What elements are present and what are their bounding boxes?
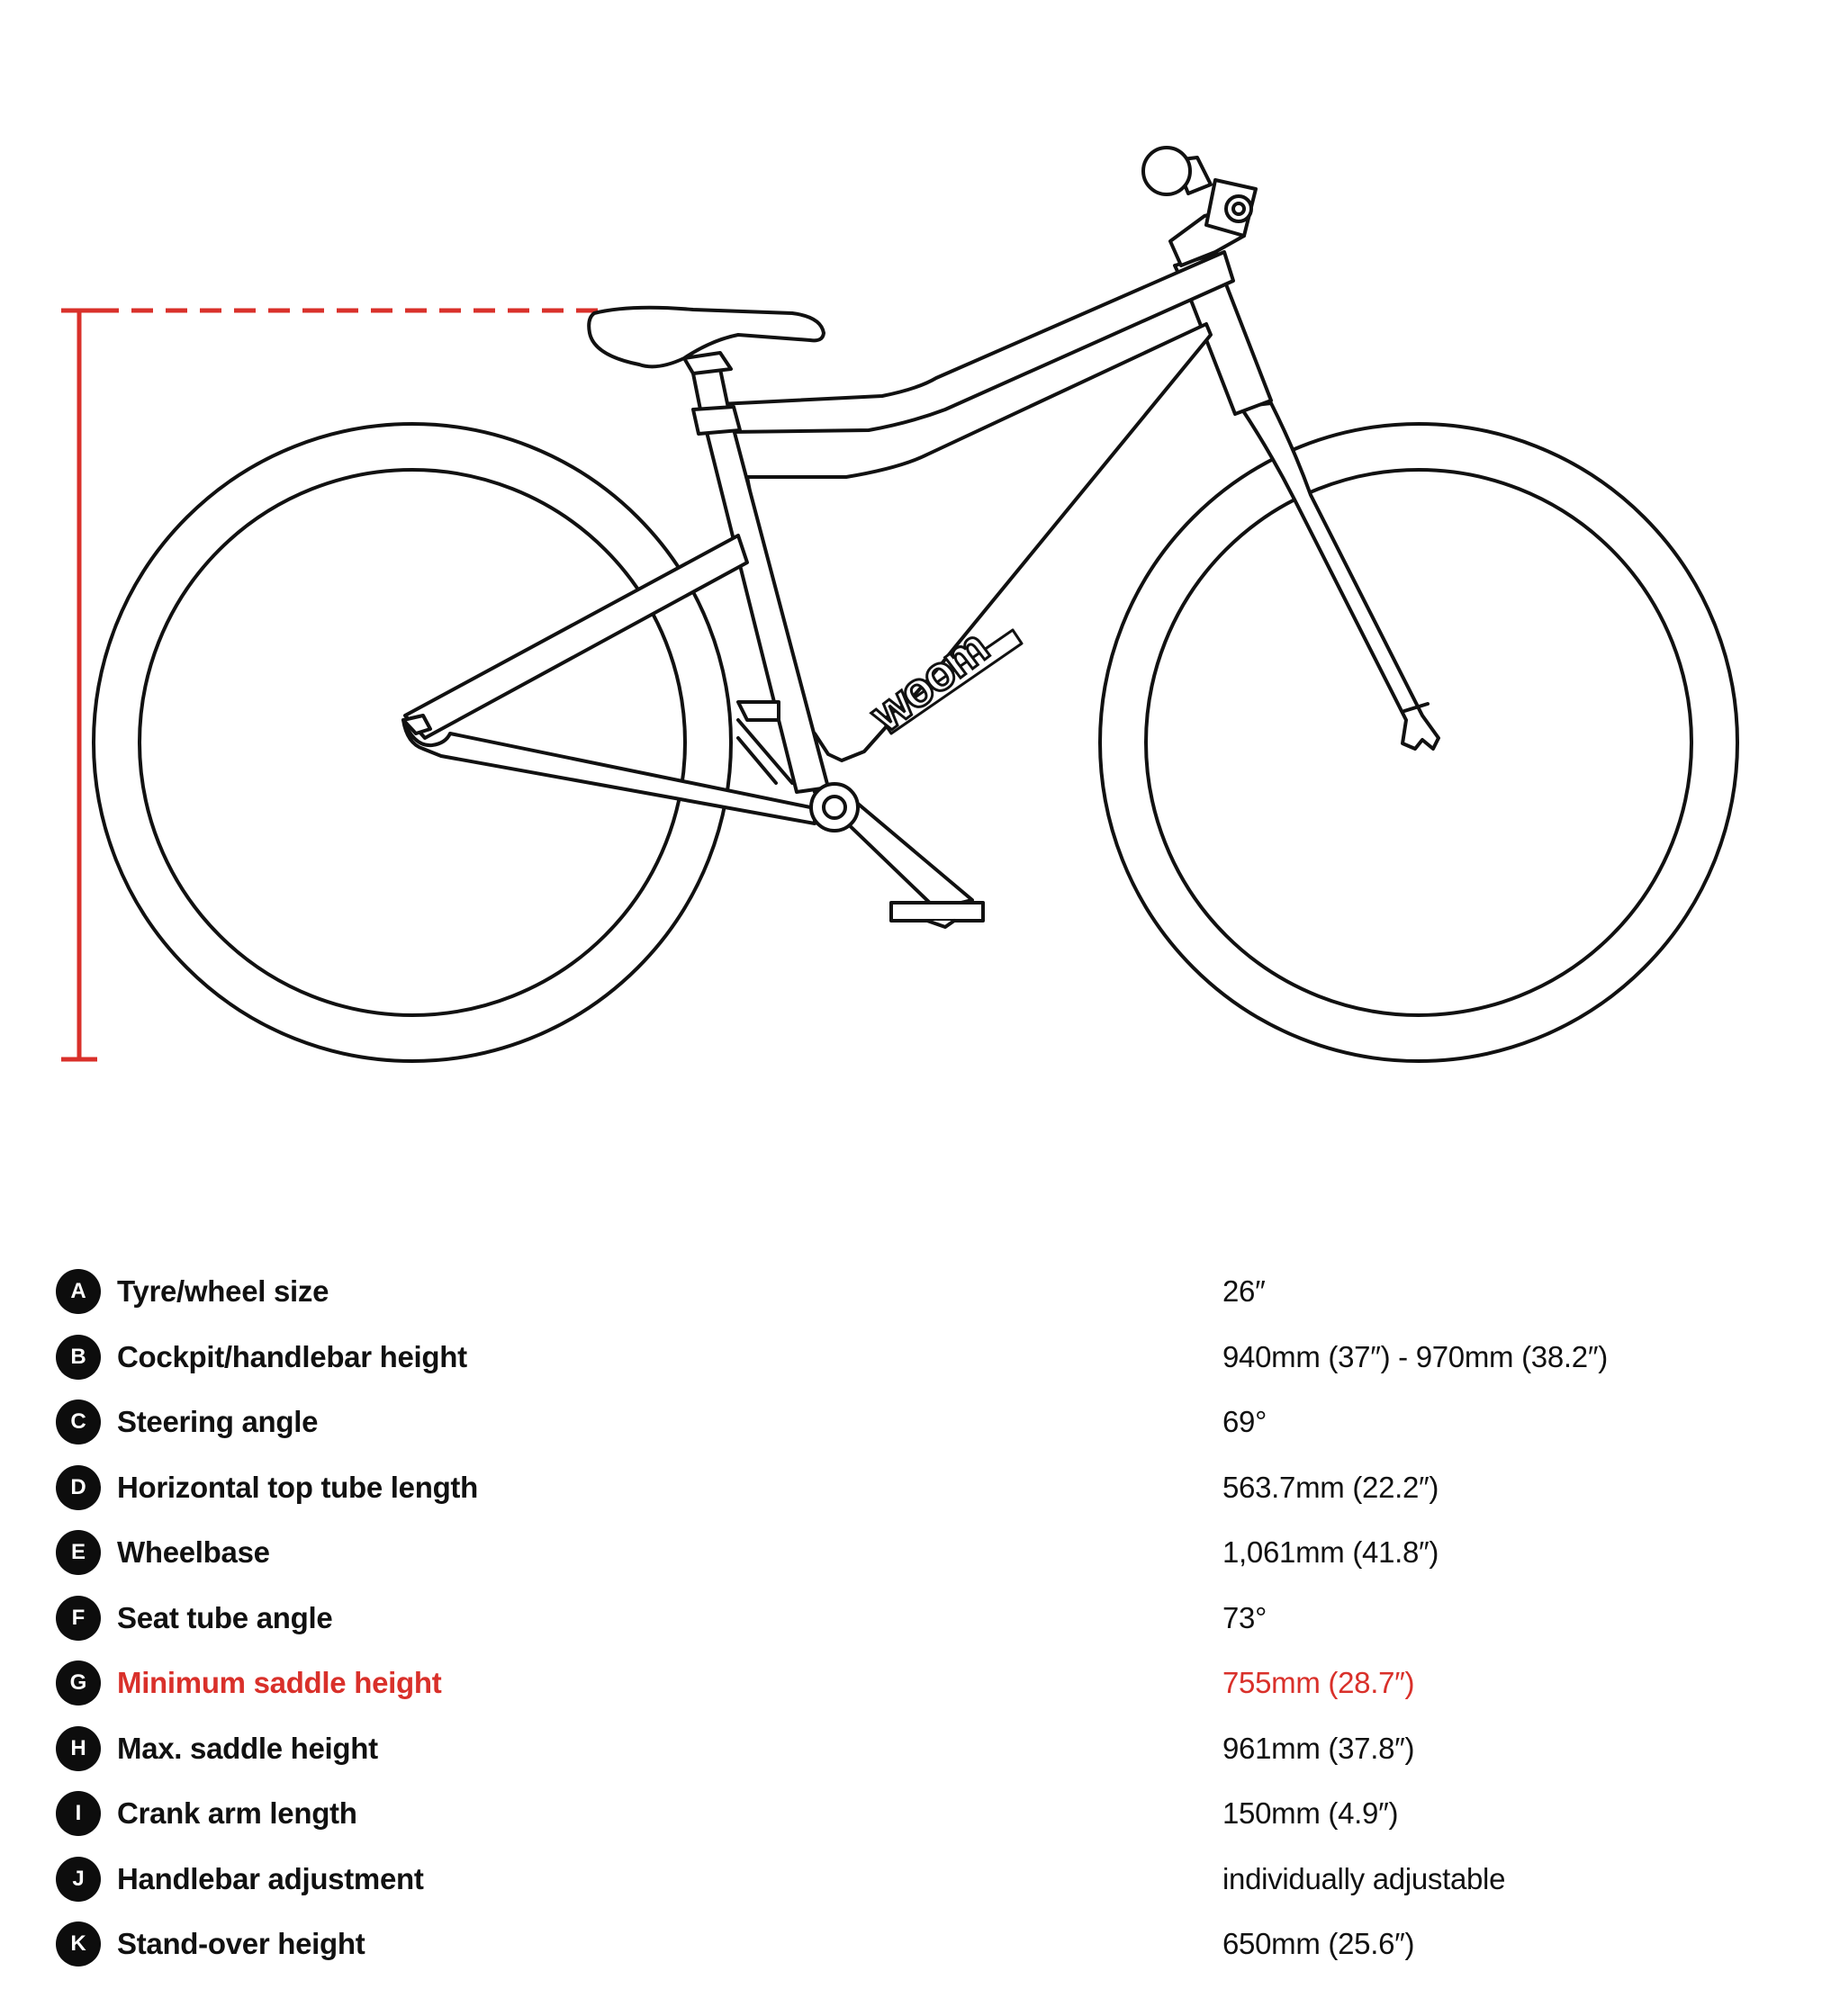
brand-logo: woom [861,621,997,742]
letter-badge: A [56,1269,101,1314]
spec-value: 1,061mm (41.8″) [1222,1535,1439,1569]
geometry-table [56,1269,1766,1987]
geometry-row-b [56,1335,1766,1400]
geometry-row-h [56,1726,1766,1792]
geometry-row-d [56,1465,1766,1531]
spec-label: Cockpit/handlebar height [117,1339,467,1373]
letter-badge: B [56,1335,101,1380]
spec-value: 755mm (28.7″) [1222,1666,1415,1699]
letter-badge: I [56,1791,101,1836]
geometry-row-k [56,1922,1766,1987]
spec-label: Wheelbase [117,1535,270,1569]
geometry-row-i [56,1791,1766,1857]
spec-label: Minimum saddle height [117,1666,442,1699]
letter-badge: C [56,1400,101,1444]
geometry-row-c [56,1400,1766,1465]
spec-label: Max. saddle height [117,1731,378,1765]
spec-label: Stand-over height [117,1927,365,1960]
letter-badge: E [56,1530,101,1575]
spec-value: individually adjustable [1222,1861,1506,1895]
geometry-row-j [56,1857,1766,1922]
geometry-row-g [56,1660,1766,1726]
spec-label: Handlebar adjustment [117,1861,424,1895]
spec-value: 69° [1222,1405,1267,1438]
letter-badge: G [56,1660,101,1706]
spec-value: 940mm (37″) - 970mm (38.2″) [1222,1339,1608,1373]
geometry-row-f [56,1596,1766,1661]
spec-label: Steering angle [117,1405,319,1438]
spec-label: Tyre/wheel size [117,1274,329,1308]
spec-value: 150mm (4.9″) [1222,1796,1399,1830]
spec-label: Seat tube angle [117,1600,333,1634]
crankset [811,784,983,927]
geometry-row-e [56,1530,1766,1596]
letter-badge: K [56,1922,101,1966]
spec-label: Crank arm length [117,1796,357,1830]
spec-value: 26″ [1222,1274,1266,1308]
spec-value: 73° [1222,1600,1267,1634]
spec-value: 961mm (37.8″) [1222,1731,1415,1765]
letter-badge: F [56,1596,101,1641]
spec-value: 650mm (25.6″) [1222,1927,1415,1960]
spec-value: 563.7mm (22.2″) [1222,1470,1439,1504]
geometry-row-a [56,1269,1766,1335]
letter-badge: H [56,1726,101,1771]
letter-badge: J [56,1857,101,1902]
spec-label: Horizontal top tube length [117,1470,478,1504]
letter-badge: D [56,1465,101,1510]
